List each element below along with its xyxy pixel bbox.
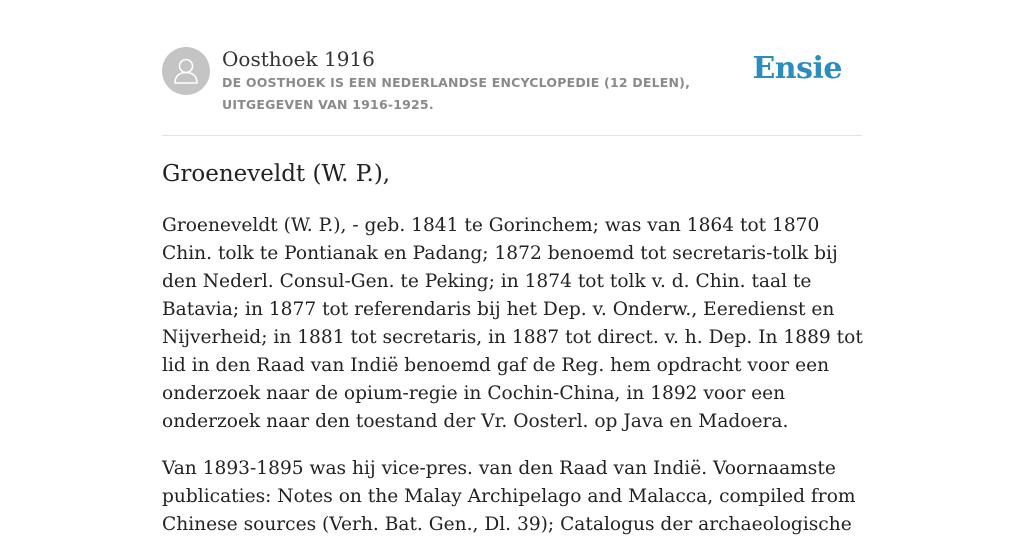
entry-body — [162, 212, 865, 558]
source-header — [162, 44, 862, 118]
header-divider — [162, 135, 862, 136]
avatar[interactable] — [162, 47, 210, 95]
entry-paragraph: Groeneveldt (W. P.), - geb. 1841 te Gorinchem; was van 1864 tot 1870 Chin. tolk te Pontianak en Padang; 1872 benoemd tot secretaris-tolk bij den Nederl. Consul-Gen. te Peking; in 1874 tot tolk v. d. Chin. taal te Batavia; in 1877 tot referendaris bij het Dep. v. Onderw., Eeredienst en Nijverheid; in 1881 tot secretaris, in 1887 tot direct. v. h. Dep. In 1889 tot lid in den Raad van Indië benoemd gaf de Reg. hem opdracht voor een onderzoek naar de opium-regie in Cochin-China, in 1892 voor een onderzoek naar den toestand der Vr. Oosterl. op Java en Madoera. — [162, 215, 863, 432]
user-icon — [162, 47, 210, 95]
source-description: DE OOSTHOEK IS EEN NEDERLANDSE ENCYCLOPEDIE (12 DELEN), UITGEGEVEN VAN 1916-1925. — [222, 75, 691, 112]
source-title[interactable]: Oosthoek 1916 — [222, 47, 375, 71]
entry-title: Groeneveldt (W. P.), — [162, 161, 391, 187]
ensie-logo[interactable]: Ensie — [752, 51, 842, 86]
entry-paragraph: Van 1893-1895 was hij vice-pres. van den Raad van Indië. Voornaamste publicaties: Notes on the Malay Archipelago and Malacca, compiled from Chinese sources (Verh. Bat. Gen., Dl. 39); Catalogus der archaeologische — [162, 458, 856, 535]
